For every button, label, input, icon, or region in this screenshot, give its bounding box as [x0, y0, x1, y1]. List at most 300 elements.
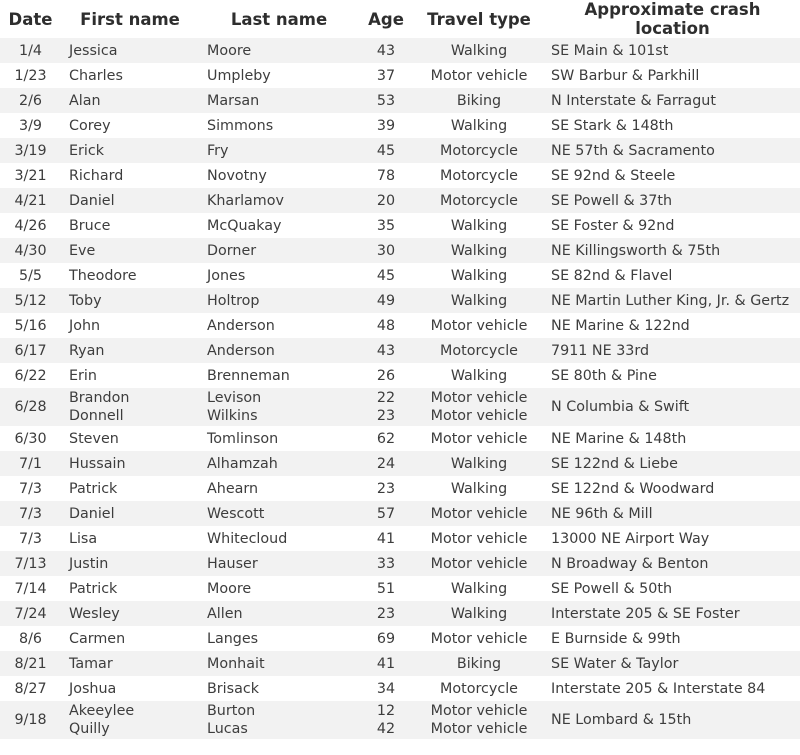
- cell-last-name: [199, 63, 359, 88]
- cell-travel-type-line: Motor vehicle: [430, 530, 528, 547]
- cell-location: 13000 NE Airport Way: [551, 530, 710, 547]
- cell-location: NE 57th & Sacramento: [551, 142, 715, 159]
- cell-travel-type-line: Motorcycle: [440, 680, 518, 697]
- table-row: [0, 426, 800, 451]
- cell-travel-type-line: Motor vehicle: [430, 408, 528, 424]
- cell-location: N Columbia & Swift: [551, 399, 690, 415]
- cell-first-name-line: Toby: [69, 292, 102, 309]
- table-row: [0, 288, 800, 313]
- cell-last-name: [199, 476, 359, 501]
- cell-age: [359, 626, 413, 651]
- cell-first-name: [61, 701, 199, 739]
- cell-age: [359, 701, 413, 739]
- cell-travel-type: [413, 338, 545, 363]
- cell-date: 8/27: [14, 680, 47, 697]
- table-row: [0, 476, 800, 501]
- cell-location: SE Water & Taylor: [551, 655, 679, 672]
- cell-date: 7/1: [18, 455, 42, 472]
- cell-first-name: [61, 138, 199, 163]
- cell-last-name-line: Ahearn: [207, 480, 259, 497]
- cell-travel-type-line: Walking: [450, 242, 508, 259]
- cell-last-name-line: Lucas: [207, 721, 248, 737]
- cell-age-line: 23: [376, 408, 396, 424]
- cell-location: NE Lombard & 15th: [551, 712, 692, 728]
- cell-first-name: [61, 626, 199, 651]
- cell-travel-type: [413, 113, 545, 138]
- cell-travel-type-line: Motorcycle: [440, 167, 518, 184]
- cell-age-line: 26: [376, 367, 396, 384]
- table-row: [0, 626, 800, 651]
- cell-age: [359, 113, 413, 138]
- cell-travel-type-line: Walking: [450, 217, 508, 234]
- cell-age-line: 45: [376, 267, 396, 284]
- cell-date: 3/19: [14, 142, 47, 159]
- cell-first-name-line: Theodore: [69, 267, 137, 284]
- cell-travel-type: [413, 238, 545, 263]
- cell-location: SE Powell & 50th: [551, 580, 673, 597]
- table-row: [0, 238, 800, 263]
- cell-last-name: [199, 576, 359, 601]
- cell-first-name: [61, 451, 199, 476]
- cell-date: 2/6: [18, 92, 42, 109]
- cell-first-name: [61, 363, 199, 388]
- cell-location: N Interstate & Farragut: [551, 92, 716, 109]
- cell-last-name: [199, 501, 359, 526]
- cell-travel-type-line: Biking: [456, 92, 502, 109]
- cell-date: 5/12: [14, 292, 47, 309]
- cell-location: N Broadway & Benton: [551, 555, 709, 572]
- cell-date: 1/4: [18, 42, 42, 59]
- cell-first-name: [61, 163, 199, 188]
- cell-travel-type: [413, 288, 545, 313]
- cell-age-line: 34: [376, 680, 396, 697]
- cell-first-name-line: Eve: [69, 242, 96, 259]
- cell-age-line: 43: [376, 342, 396, 359]
- cell-last-name: [199, 263, 359, 288]
- cell-travel-type-line: Motor vehicle: [430, 390, 528, 406]
- cell-travel-type: [413, 601, 545, 626]
- cell-last-name: [199, 601, 359, 626]
- header-last-name: Last name: [230, 9, 328, 29]
- cell-age-line: 24: [376, 455, 396, 472]
- cell-last-name-line: Wilkins: [207, 408, 258, 424]
- cell-last-name: [199, 338, 359, 363]
- table-row: [0, 338, 800, 363]
- cell-last-name-line: Anderson: [207, 317, 275, 334]
- cell-last-name-line: Burton: [207, 703, 256, 719]
- cell-travel-type-line: Biking: [456, 655, 502, 672]
- cell-first-name-line: Tamar: [69, 655, 113, 672]
- cell-date: 6/30: [14, 430, 47, 447]
- cell-first-name: [61, 188, 199, 213]
- cell-travel-type-line: Walking: [450, 580, 508, 597]
- cell-travel-type-line: Motorcycle: [440, 142, 518, 159]
- cell-age-line: 43: [376, 42, 396, 59]
- header-age: Age: [368, 9, 404, 29]
- cell-location: SE 80th & Pine: [551, 367, 657, 384]
- cell-travel-type: [413, 363, 545, 388]
- cell-date: 4/30: [14, 242, 47, 259]
- cell-location: 7911 NE 33rd: [551, 342, 650, 359]
- cell-last-name-line: Holtrop: [207, 292, 260, 309]
- cell-first-name: [61, 263, 199, 288]
- cell-travel-type-line: Walking: [450, 480, 508, 497]
- cell-age-line: 23: [376, 480, 396, 497]
- cell-age: [359, 363, 413, 388]
- cell-date: 6/17: [14, 342, 47, 359]
- cell-first-name-line: Erick: [69, 142, 105, 159]
- cell-travel-type: [413, 451, 545, 476]
- cell-age-line: 30: [376, 242, 396, 259]
- cell-first-name-line: Jessica: [69, 42, 118, 59]
- cell-travel-type-line: Motor vehicle: [430, 721, 528, 737]
- cell-last-name: [199, 288, 359, 313]
- cell-last-name-line: Umpleby: [207, 67, 271, 84]
- cell-first-name-line: Corey: [69, 117, 111, 134]
- cell-age-line: 33: [376, 555, 396, 572]
- cell-age-line: 39: [376, 117, 396, 134]
- cell-first-name: [61, 113, 199, 138]
- cell-first-name-line: Charles: [69, 67, 123, 84]
- cell-location: NE Martin Luther King, Jr. & Gertz: [551, 292, 790, 309]
- cell-travel-type-line: Walking: [450, 605, 508, 622]
- cell-last-name-line: Monhait: [207, 655, 265, 672]
- table-row: [0, 601, 800, 626]
- cell-first-name-line: Lisa: [69, 530, 98, 547]
- cell-age-line: 69: [376, 630, 396, 647]
- cell-last-name-line: Moore: [207, 580, 252, 597]
- cell-first-name-line: Quilly: [69, 721, 110, 737]
- cell-location: SE 122nd & Liebe: [551, 455, 678, 472]
- cell-date: 5/16: [14, 317, 47, 334]
- cell-date: 6/28: [14, 399, 47, 415]
- cell-travel-type: [413, 626, 545, 651]
- cell-age: [359, 213, 413, 238]
- cell-travel-type: [413, 501, 545, 526]
- cell-first-name: [61, 501, 199, 526]
- cell-location: NE Marine & 122nd: [551, 317, 690, 334]
- table-row: [0, 313, 800, 338]
- cell-age: [359, 576, 413, 601]
- cell-travel-type: [413, 388, 545, 426]
- cell-age-line: 57: [376, 505, 396, 522]
- cell-travel-type: [413, 651, 545, 676]
- cell-location: SE Main & 101st: [551, 42, 669, 59]
- cell-last-name-line: Moore: [207, 42, 252, 59]
- cell-date: 8/21: [14, 655, 47, 672]
- table-body: [0, 38, 800, 739]
- cell-age: [359, 263, 413, 288]
- cell-travel-type: [413, 676, 545, 701]
- cell-age: [359, 476, 413, 501]
- cell-first-name-line: Daniel: [69, 505, 115, 522]
- cell-last-name-line: Fry: [207, 142, 229, 159]
- cell-travel-type: [413, 551, 545, 576]
- cell-location: NE Marine & 148th: [551, 430, 687, 447]
- table-row: [0, 576, 800, 601]
- cell-last-name: [199, 313, 359, 338]
- cell-first-name: [61, 288, 199, 313]
- cell-date: 9/18: [14, 712, 47, 728]
- cell-travel-type: [413, 188, 545, 213]
- cell-age: [359, 313, 413, 338]
- cell-travel-type: [413, 213, 545, 238]
- cell-last-name-line: Jones: [207, 267, 246, 284]
- table-row: [0, 163, 800, 188]
- cell-age: [359, 188, 413, 213]
- cell-travel-type-line: Motor vehicle: [430, 630, 528, 647]
- cell-last-name: [199, 626, 359, 651]
- cell-first-name-line: Wesley: [69, 605, 120, 622]
- cell-first-name-line: Erin: [69, 367, 97, 384]
- cell-date: 6/22: [14, 367, 47, 384]
- cell-travel-type: [413, 313, 545, 338]
- cell-age-line: 23: [376, 605, 396, 622]
- cell-travel-type-line: Walking: [450, 42, 508, 59]
- cell-last-name: [199, 163, 359, 188]
- cell-travel-type: [413, 263, 545, 288]
- cell-travel-type-line: Motor vehicle: [430, 555, 528, 572]
- cell-first-name-line: Hussain: [69, 455, 126, 472]
- cell-first-name: [61, 476, 199, 501]
- cell-age-line: 20: [376, 192, 396, 209]
- cell-last-name-line: Kharlamov: [207, 192, 284, 209]
- table-row: [0, 501, 800, 526]
- cell-first-name-line: Patrick: [69, 580, 118, 597]
- table-row: [0, 263, 800, 288]
- cell-last-name: [199, 213, 359, 238]
- cell-last-name-line: Marsan: [207, 92, 260, 109]
- cell-last-name-line: Tomlinson: [207, 430, 279, 447]
- cell-travel-type-line: Motor vehicle: [430, 317, 528, 334]
- cell-location: SE 82nd & Flavel: [551, 267, 673, 284]
- cell-first-name: [61, 88, 199, 113]
- cell-age-line: 62: [376, 430, 396, 447]
- cell-travel-type: [413, 701, 545, 739]
- cell-travel-type-line: Motor vehicle: [430, 505, 528, 522]
- cell-first-name: [61, 338, 199, 363]
- cell-age: [359, 426, 413, 451]
- cell-age-line: 22: [376, 390, 396, 406]
- table-row: [0, 88, 800, 113]
- cell-first-name-line: Bruce: [69, 217, 111, 234]
- cell-last-name: [199, 38, 359, 63]
- cell-last-name-line: McQuakay: [207, 217, 282, 234]
- cell-first-name: [61, 651, 199, 676]
- cell-travel-type: [413, 163, 545, 188]
- cell-date: 7/13: [14, 555, 47, 572]
- cell-date: 7/3: [18, 505, 42, 522]
- cell-first-name-line: Ryan: [69, 342, 105, 359]
- cell-travel-type: [413, 526, 545, 551]
- cell-age-line: 51: [376, 580, 396, 597]
- cell-first-name: [61, 551, 199, 576]
- cell-last-name: [199, 551, 359, 576]
- cell-travel-type: [413, 88, 545, 113]
- cell-date: 7/24: [14, 605, 47, 622]
- cell-last-name-line: Dorner: [207, 242, 257, 259]
- table-row: [0, 188, 800, 213]
- cell-age: [359, 501, 413, 526]
- cell-date: 7/14: [14, 580, 47, 597]
- table-row: [0, 363, 800, 388]
- cell-location: E Burnside & 99th: [551, 630, 681, 647]
- table-row: [0, 551, 800, 576]
- cell-last-name-line: Novotny: [207, 167, 267, 184]
- cell-first-name: [61, 63, 199, 88]
- cell-travel-type-line: Walking: [450, 292, 508, 309]
- cell-travel-type: [413, 476, 545, 501]
- cell-last-name-line: Levison: [207, 390, 262, 406]
- cell-location: SE Powell & 37th: [551, 192, 673, 209]
- cell-last-name: [199, 138, 359, 163]
- table-row: [0, 213, 800, 238]
- cell-last-name: [199, 363, 359, 388]
- cell-last-name-line: Anderson: [207, 342, 275, 359]
- cell-age: [359, 451, 413, 476]
- cell-date: 3/9: [18, 117, 42, 134]
- cell-travel-type-line: Walking: [450, 455, 508, 472]
- cell-first-name: [61, 38, 199, 63]
- header-date: Date: [8, 9, 53, 29]
- cell-age: [359, 388, 413, 426]
- cell-date: 7/3: [18, 480, 42, 497]
- header-row: [0, 0, 800, 38]
- cell-location: NE 96th & Mill: [551, 505, 653, 522]
- table-row: [0, 138, 800, 163]
- cell-location: SE Foster & 92nd: [551, 217, 675, 234]
- cell-first-name-line: Alan: [69, 92, 101, 109]
- cell-travel-type: [413, 63, 545, 88]
- cell-last-name: [199, 88, 359, 113]
- cell-first-name: [61, 213, 199, 238]
- cell-age: [359, 163, 413, 188]
- cell-age-line: 41: [376, 655, 396, 672]
- cell-first-name-line: Brandon: [69, 390, 130, 406]
- cell-last-name: [199, 651, 359, 676]
- header-first-name: First name: [80, 9, 180, 29]
- cell-age-line: 49: [376, 292, 396, 309]
- cell-last-name: [199, 426, 359, 451]
- cell-last-name-line: Langes: [207, 630, 259, 647]
- cell-last-name-line: Wescott: [207, 505, 265, 522]
- cell-travel-type-line: Motorcycle: [440, 192, 518, 209]
- cell-last-name: [199, 676, 359, 701]
- cell-age: [359, 601, 413, 626]
- cell-first-name: [61, 601, 199, 626]
- cell-last-name-line: Brenneman: [207, 367, 290, 384]
- cell-last-name: [199, 238, 359, 263]
- cell-age-line: 53: [376, 92, 396, 109]
- cell-age: [359, 138, 413, 163]
- cell-travel-type-line: Motor vehicle: [430, 703, 528, 719]
- cell-travel-type: [413, 38, 545, 63]
- cell-date: 3/21: [14, 167, 47, 184]
- cell-first-name-line: Justin: [69, 555, 109, 572]
- cell-location: Interstate 205 & SE Foster: [551, 605, 740, 622]
- cell-age-line: 37: [376, 67, 396, 84]
- cell-age: [359, 38, 413, 63]
- cell-location: SW Barbur & Parkhill: [551, 67, 700, 84]
- cell-last-name: [199, 526, 359, 551]
- cell-age-line: 41: [376, 530, 396, 547]
- cell-last-name-line: Brisack: [207, 680, 260, 697]
- header-location: Approximate crash location: [584, 0, 761, 38]
- table-row: [0, 63, 800, 88]
- cell-travel-type-line: Motor vehicle: [430, 67, 528, 84]
- cell-first-name: [61, 576, 199, 601]
- cell-last-name: [199, 451, 359, 476]
- cell-date: 4/21: [14, 192, 47, 209]
- cell-date: 1/23: [14, 67, 47, 84]
- cell-first-name: [61, 388, 199, 426]
- table-row: [0, 113, 800, 138]
- cell-age-line: 45: [376, 142, 396, 159]
- cell-location: SE 122nd & Woodward: [551, 480, 715, 497]
- cell-first-name: [61, 238, 199, 263]
- cell-first-name-line: John: [69, 317, 101, 334]
- cell-last-name-line: Whitecloud: [207, 530, 288, 547]
- cell-location: NE Killingsworth & 75th: [551, 242, 721, 259]
- cell-age: [359, 676, 413, 701]
- cell-age: [359, 551, 413, 576]
- cell-travel-type: [413, 138, 545, 163]
- cell-location: SE 92nd & Steele: [551, 167, 676, 184]
- cell-age-line: 35: [376, 217, 396, 234]
- table-row: [0, 676, 800, 701]
- cell-age: [359, 88, 413, 113]
- cell-first-name: [61, 526, 199, 551]
- cell-travel-type-line: Motor vehicle: [430, 430, 528, 447]
- cell-age-line: 48: [376, 317, 396, 334]
- table-row: [0, 38, 800, 63]
- cell-age: [359, 338, 413, 363]
- cell-first-name-line: Akeeylee: [69, 703, 135, 719]
- cell-travel-type-line: Walking: [450, 267, 508, 284]
- cell-travel-type-line: Walking: [450, 117, 508, 134]
- cell-date: 4/26: [14, 217, 47, 234]
- cell-location: SE Stark & 148th: [551, 117, 674, 134]
- cell-first-name: [61, 313, 199, 338]
- table-row: [0, 526, 800, 551]
- cell-location: Interstate 205 & Interstate 84: [551, 680, 766, 697]
- cell-travel-type: [413, 426, 545, 451]
- cell-age: [359, 526, 413, 551]
- table-row: [0, 701, 800, 739]
- table-row: [0, 388, 800, 426]
- cell-age: [359, 238, 413, 263]
- cell-first-name-line: Richard: [69, 167, 124, 184]
- cell-age: [359, 651, 413, 676]
- cell-travel-type: [413, 576, 545, 601]
- cell-last-name-line: Hauser: [207, 555, 258, 572]
- cell-age: [359, 288, 413, 313]
- cell-first-name-line: Carmen: [69, 630, 126, 647]
- cell-travel-type-line: Motorcycle: [440, 342, 518, 359]
- cell-age-line: 78: [376, 167, 396, 184]
- cell-last-name-line: Alhamzah: [207, 455, 278, 472]
- cell-age: [359, 63, 413, 88]
- cell-last-name: [199, 113, 359, 138]
- cell-first-name: [61, 676, 199, 701]
- cell-first-name-line: Steven: [69, 430, 119, 447]
- cell-age-line: 42: [376, 721, 396, 737]
- cell-first-name-line: Patrick: [69, 480, 118, 497]
- cell-first-name-line: Donnell: [69, 408, 124, 424]
- table-row: [0, 451, 800, 476]
- cell-date: 8/6: [18, 630, 42, 647]
- cell-last-name: [199, 701, 359, 739]
